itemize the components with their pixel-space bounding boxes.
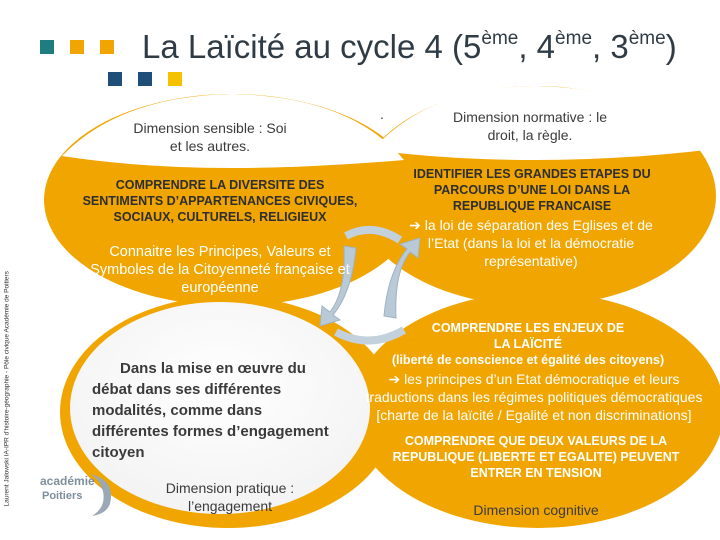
title-main: La Laïcité au cycle 4 (5 — [142, 28, 482, 65]
title-end: ) — [665, 28, 677, 65]
bottom-left-body: Dans la mise en œuvre du débat dans ses différentes modalités, comme dans différentes formes d’engagement citoyen — [92, 360, 329, 461]
arrow-right-icon: ➔ — [409, 217, 425, 233]
logo-line-2: Poitiers — [42, 490, 83, 502]
top-right-body-wrap — [406, 216, 656, 270]
title-sup-1: ème — [481, 28, 519, 49]
bottom-right-body: les principes d’un Etat démocratique et leurs traductions dans les régimes politiques démocratiques [charte de la laïcité / Egalité et non discriminations] — [365, 371, 703, 423]
bottom-left-heading: Dimension pratique : l’engagement — [165, 480, 295, 514]
academie-poitiers-logo — [38, 470, 118, 518]
top-right-dot: . — [380, 106, 384, 122]
title-mid-2: , 3 — [592, 28, 629, 65]
bottom-right-body-wrap — [356, 370, 712, 424]
top-left-body: Connaitre les Principes, Valeurs et Symboles de la Citoyenneté française et européenne — [90, 244, 350, 296]
arrow-right-icon-2: ➔ — [388, 371, 405, 387]
bottom-right-caps-2: COMPRENDRE QUE DEUX VALEURS DE LA REPUBLIQUE (LIBERTE ET EGALITE) PEUVENT ENTRER EN TENSION — [392, 434, 680, 480]
top-left-heading: Dimension sensible : Soi et les autres. — [133, 120, 287, 154]
bottom-right-heading: Dimension cognitive — [473, 502, 599, 518]
top-right-body: la loi de séparation des Eglises et de l’Etat (dans la loi et la démocratie représentative) — [424, 217, 653, 269]
side-credit: Laurent Jalowski IA-IPR d'histoire-géographie - Pôle civique Académie de Poitiers — [3, 271, 11, 507]
title-mid-1: , 4 — [518, 28, 556, 65]
bottom-right-caps-1: COMPRENDRE LES ENJEUX DE LA LAÏCITÉ — [431, 321, 625, 351]
bottom-right-caps-1b: (liberté de conscience et égalité des citoyens) — [391, 353, 665, 367]
top-right-caps: IDENTIFIER LES GRANDES ETAPES DU PARCOURS D’UNE LOI DANS LA REPUBLIQUE FRANCAISE — [413, 167, 651, 213]
title-sup-2: ème — [555, 28, 593, 49]
top-left-caps: COMPRENDRE LA DIVERSITE DES SENTIMENTS D’APPARTENANCES CIVIQUES, SOCIAUX, CULTURELS, RELIGIEUX — [82, 178, 358, 224]
top-right-heading: Dimension normative : le droit, la règle. — [452, 109, 608, 143]
logo-line-1: académie — [40, 474, 95, 488]
title-sup-3: ème — [628, 28, 666, 49]
